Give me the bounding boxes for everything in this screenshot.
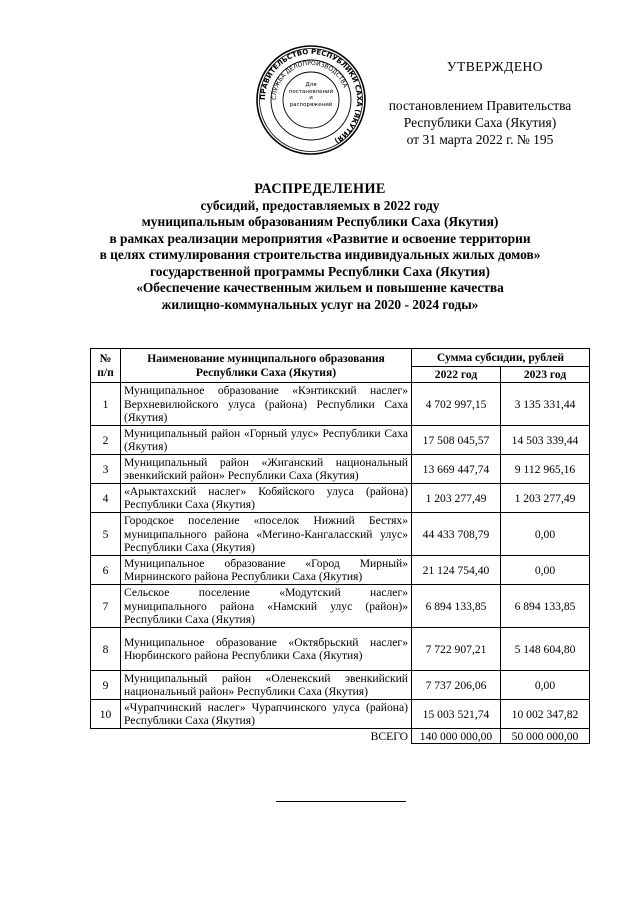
title-line: субсидий, предоставляемых в 2022 году bbox=[200, 197, 440, 213]
row-num: 3 bbox=[91, 455, 121, 484]
row-2022: 1 203 277,49 bbox=[412, 484, 501, 513]
row-name: Городское поселение «поселок Нижний Бестях» муниципального района «Мегино-Кангаласский улус» Республики Саха (Якутия) bbox=[121, 513, 412, 556]
table-row bbox=[91, 484, 590, 513]
row-2022: 6 894 133,85 bbox=[412, 585, 501, 628]
row-name: Сельское поселение «Модутский наслег» муниципального района «Намский улус (район)» Республики Саха (Якутия) bbox=[121, 585, 412, 628]
title-line: в целях стимулирования строительства индивидуальных жилых домов» bbox=[99, 247, 541, 262]
row-2023: 3 135 331,44 bbox=[501, 383, 590, 426]
row-name: Муниципальное образование «Октябрьский наслег» Нюрбинского района Республики Саха (Якутия) bbox=[121, 628, 412, 671]
row-2023: 1 203 277,49 bbox=[501, 484, 590, 513]
row-num: 7 bbox=[91, 585, 121, 628]
row-2023: 9 112 965,16 bbox=[501, 455, 590, 484]
row-2023: 14 503 339,44 bbox=[501, 426, 590, 455]
row-name: «Чурапчинский наслег» Чурапчинского улуса (района) Республики Саха (Якутия) bbox=[121, 700, 412, 729]
row-num: 6 bbox=[91, 556, 121, 585]
row-num: 5 bbox=[91, 513, 121, 556]
title-line: в рамках реализации мероприятия «Развитие и освоение территории bbox=[109, 230, 531, 246]
row-2022: 15 003 521,74 bbox=[412, 700, 501, 729]
table-row bbox=[91, 383, 590, 426]
row-2022: 21 124 754,40 bbox=[412, 556, 501, 585]
table-row bbox=[91, 556, 590, 585]
row-2022: 13 669 447,74 bbox=[412, 455, 501, 484]
stamp-outer-text: ПРАВИТЕЛЬСТВО РЕСПУБЛИКИ САХА (ЯКУТИЯ) bbox=[258, 47, 364, 145]
table-row bbox=[91, 455, 590, 484]
header-2022: 2022 год bbox=[412, 367, 501, 383]
row-2022: 4 702 997,15 bbox=[412, 383, 501, 426]
row-2023: 0,00 bbox=[501, 671, 590, 700]
title-line: жилищно-коммунальных услуг на 2020 - 2024 годы» bbox=[161, 296, 479, 312]
approval-heading: УТВЕРЖДЕНО bbox=[446, 59, 544, 74]
row-2023: 0,00 bbox=[501, 556, 590, 585]
total-label: ВСЕГО bbox=[370, 729, 408, 743]
row-name: Муниципальный район «Горный улус» Республики Саха (Якутия) bbox=[121, 426, 412, 455]
total-2023: 50 000 000,00 bbox=[501, 729, 590, 744]
approval-line-1: постановлением Правительства bbox=[388, 98, 572, 113]
table-row bbox=[91, 513, 590, 556]
row-2023: 0,00 bbox=[501, 513, 590, 556]
row-2022: 7 722 907,21 bbox=[412, 628, 501, 671]
document-title bbox=[40, 181, 600, 313]
table-row bbox=[91, 426, 590, 455]
row-name: Муниципальный район «Жиганский национальный эвенкийский район» Республики Саха (Якутия) bbox=[121, 455, 412, 484]
title-main: РАСПРЕДЕЛЕНИЕ bbox=[254, 181, 386, 197]
header-num: № п/п bbox=[91, 349, 121, 383]
row-name: Муниципальный район «Оленекский эвенкийский национальный район» Республики Саха (Якутия) bbox=[121, 671, 412, 700]
title-line: муниципальным образованиям Республики Саха (Якутия) bbox=[141, 214, 499, 229]
header-2023: 2023 год bbox=[501, 367, 590, 383]
row-num: 4 bbox=[91, 484, 121, 513]
title-line: государственной программы Республики Саха (Якутия) bbox=[150, 263, 490, 279]
approval-block bbox=[360, 58, 600, 148]
row-2022: 7 737 206,06 bbox=[412, 671, 501, 700]
row-name: Муниципальное образование «Кэнтикский наслег» Верхневилюйского улуса (района) Республики Саха (Якутия) bbox=[121, 383, 412, 426]
approval-line-2: Республики Саха (Якутия) bbox=[403, 115, 557, 130]
row-num: 10 bbox=[91, 700, 121, 729]
title-line: «Обеспечение качественным жильем и повышение качества bbox=[136, 280, 504, 295]
stamp-inner-text: СЛУЖБА ДЕЛОПРОИЗВОДСТВА bbox=[270, 59, 349, 101]
row-2023: 6 894 133,85 bbox=[501, 585, 590, 628]
total-2022: 140 000 000,00 bbox=[412, 729, 501, 744]
row-num: 8 bbox=[91, 628, 121, 671]
table-row bbox=[91, 628, 590, 671]
stamp-center-text: Для постановлений и распоряжений bbox=[288, 82, 334, 108]
stamp-seal-icon bbox=[255, 44, 367, 156]
row-num: 2 bbox=[91, 426, 121, 455]
row-2023: 10 002 347,82 bbox=[501, 700, 590, 729]
row-2023: 5 148 604,80 bbox=[501, 628, 590, 671]
row-2022: 17 508 045,57 bbox=[412, 426, 501, 455]
row-name: «Арыктахский наслег» Кобяйского улуса (района) Республики Саха (Якутия) bbox=[121, 484, 412, 513]
header-name: Наименование муниципального образования Республики Саха (Якутия) bbox=[121, 349, 412, 383]
header-sum: Сумма субсидии, рублей bbox=[412, 349, 590, 367]
row-num: 1 bbox=[91, 383, 121, 426]
end-divider bbox=[276, 801, 406, 802]
table-row bbox=[91, 700, 590, 729]
official-stamp bbox=[255, 44, 367, 156]
total-row bbox=[91, 729, 590, 744]
table-row bbox=[91, 671, 590, 700]
table-row bbox=[91, 585, 590, 628]
distribution-table bbox=[90, 348, 590, 744]
row-name: Муниципальное образование «Город Мирный» Мирнинского района Республики Саха (Якутия) bbox=[121, 556, 412, 585]
row-num: 9 bbox=[91, 671, 121, 700]
approval-line-3: от 31 марта 2022 г. № 195 bbox=[406, 132, 554, 147]
row-2022: 44 433 708,79 bbox=[412, 513, 501, 556]
